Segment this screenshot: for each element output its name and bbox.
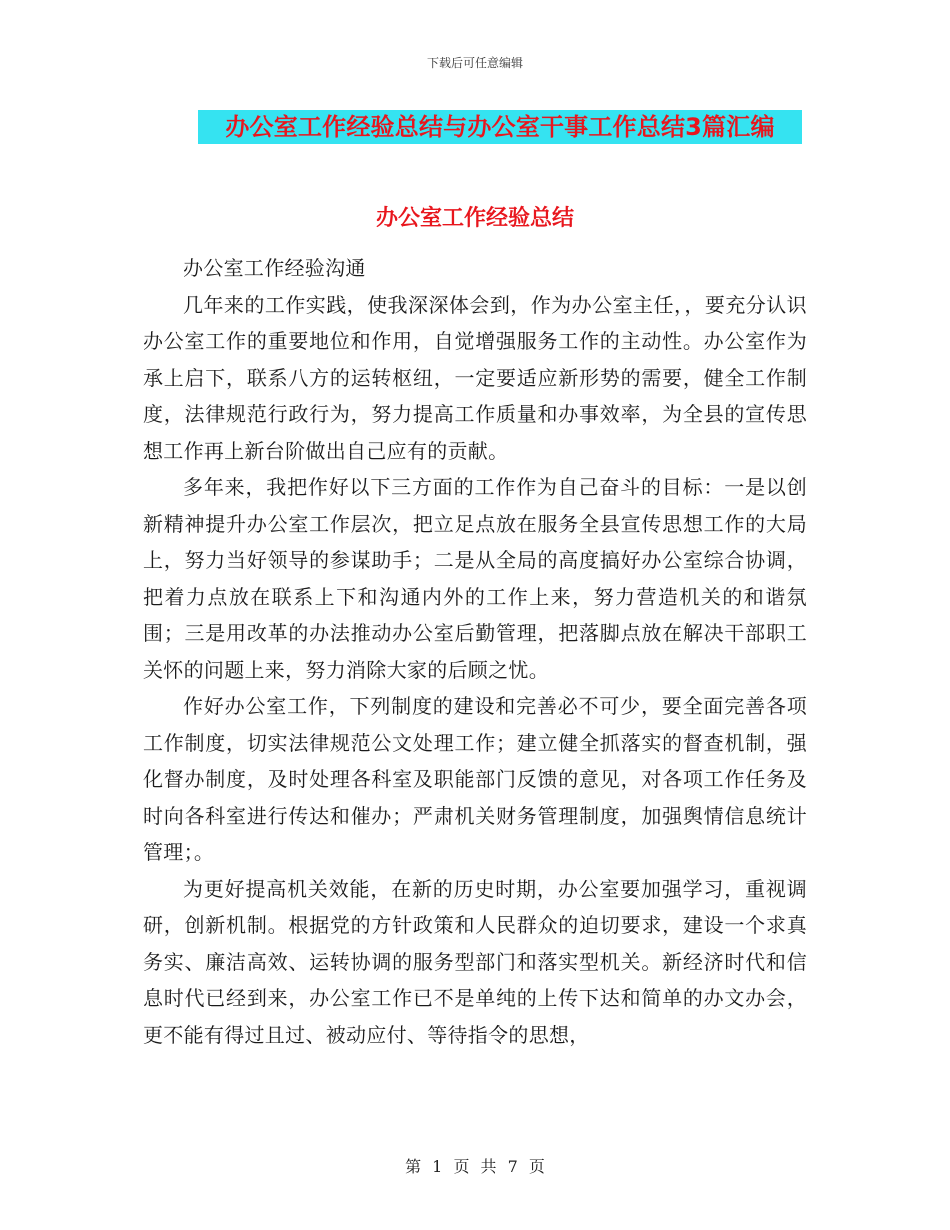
document-title: 办公室工作经验总结与办公室干事工作总结3篇汇编: [225, 113, 775, 141]
paragraph: 作好办公室工作，下列制度的建设和完善必不可少，要全面完善各项工作制度，切实法律规范公文处理工作；建立健全抓落实的督查机制，强化督办制度，及时处理各科室及职能部门反馈的意见，对各项工作任务及时向各科室进行传达和催办；严肃机关财务管理制度，加强舆情信息统计管理；。: [143, 694, 807, 864]
paragraph: 多年来，我把作好以下三方面的工作作为自己奋斗的目标：一是以创新精神提升办公室工作层次，把立足点放在服务全县宣传思想工作的大局上，努力当好领导的参谋助手；二是从全局的高度搞好办公室综合协调，把着力点放在联系上下和沟通内外的工作上来，努力营造机关的和谐氛围；三是用改革的办法推动办公室后勤管理，把落脚点放在解决干部职工关怀的问题上来，努力消除大家的后顾之忧。: [143, 475, 807, 682]
document-body: [143, 250, 807, 1053]
header-note: 下载后可任意编辑: [426, 56, 523, 70]
paragraph: 几年来的工作实践，使我深深体会到，作为办公室主任，，要充分认识办公室工作的重要地位和作用，自觉增强服务工作的主动性。办公室作为承上启下，联系八方的运转枢纽，一定要适应新形势的需要，健全工作制度，法律规范行政行为，努力提高工作质量和办事效率，为全县的宣传思想工作再上新台阶做出自己应有的贡献。: [143, 292, 807, 463]
page-number: 第 1 页 共 7 页: [405, 1157, 545, 1176]
section-title: 办公室工作经验总结: [375, 206, 574, 231]
paragraph: 办公室工作经验沟通: [183, 256, 366, 280]
document-title-highlight: [198, 110, 802, 144]
paragraph: 为更好提高机关效能，在新的历史时期，办公室要加强学习，重视调研，创新机制。根据党的方针政策和人民群众的迫切要求，建设一个求真务实、廉洁高效、运转协调的服务型部门和落实型机关。新经济时代和信息时代已经到来，办公室工作已不是单纯的上传下达和简单的办文办会，更不能有得过且过、被动应付、等待指令的思想，: [143, 876, 807, 1047]
